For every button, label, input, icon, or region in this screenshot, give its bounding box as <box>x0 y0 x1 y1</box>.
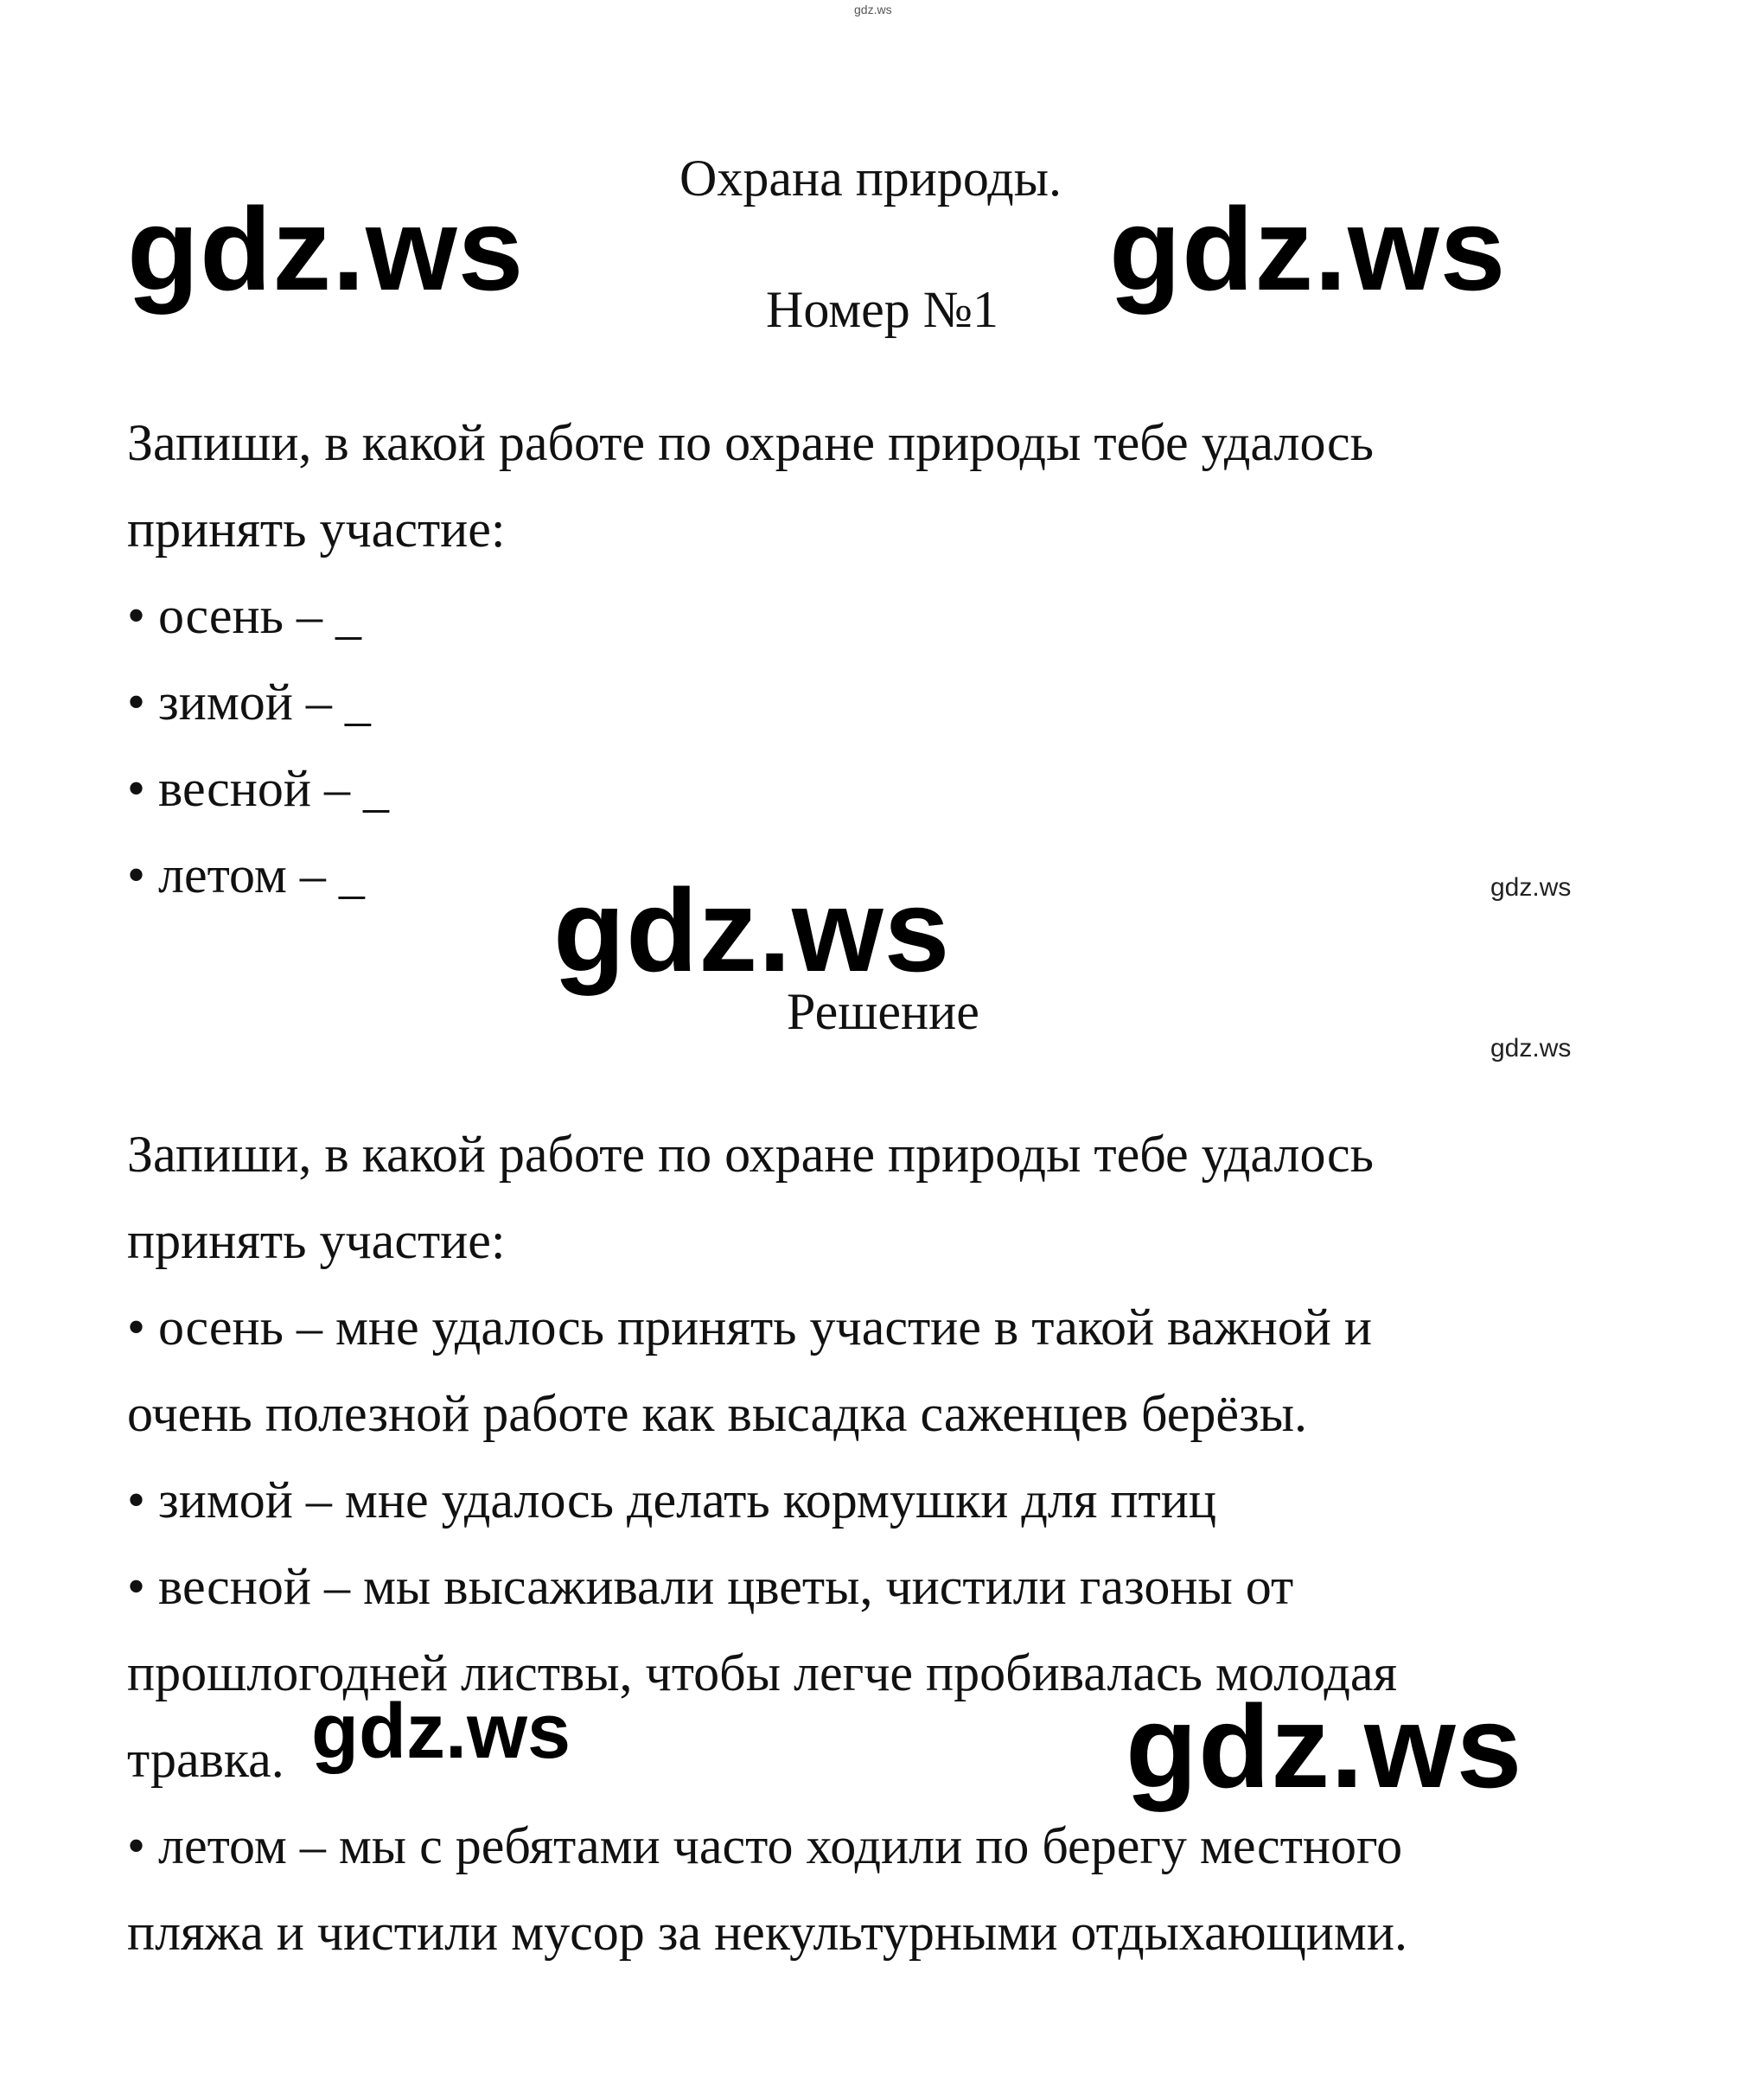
watermark-small: gdz.ws <box>1490 1034 1572 1063</box>
page-title: Охрана природы. <box>679 150 1062 207</box>
watermark-logo: gdz.ws <box>553 865 951 996</box>
solution-line: пляжа и чистили мусор за некультурными отдыхающими. <box>127 1904 1407 1961</box>
task-item-summer: • летом – _ <box>127 846 365 903</box>
solution-line: • весной – мы высаживали цветы, чистили газоны от <box>127 1558 1294 1615</box>
watermark-small: gdz.ws <box>1490 873 1572 902</box>
task-line: Запиши, в какой работе по охране природы тебе удалось <box>127 414 1374 471</box>
solution-heading: Решение <box>787 983 979 1040</box>
task-item-autumn: • осень – _ <box>127 587 361 644</box>
watermark-logo: gdz.ws <box>127 183 525 315</box>
watermark-logo: gdz.ws <box>1126 1681 1523 1812</box>
task-item-winter: • зимой – _ <box>127 673 371 731</box>
solution-line: принять участие: <box>127 1212 506 1269</box>
solution-line: • зимой – мне удалось делать кормушки для птиц <box>127 1471 1216 1529</box>
solution-line: Запиши, в какой работе по охране природы тебе удалось <box>127 1126 1374 1183</box>
task-line: принять участие: <box>127 501 506 558</box>
task-item-spring: • весной – _ <box>127 760 389 817</box>
solution-line: очень полезной работе как высадка саженцев берёзы. <box>127 1385 1308 1442</box>
solution-line: прошлогодней листвы, чтобы легче пробивалась молодая <box>127 1644 1398 1701</box>
task-number: Номер №1 <box>766 281 999 338</box>
solution-line: • осень – мне удалось принять участие в такой важной и <box>127 1299 1372 1356</box>
watermark-logo: gdz.ws <box>311 1688 571 1775</box>
solution-line: • летом – мы с ребятами часто ходили по берегу местного <box>127 1817 1403 1874</box>
watermark-top: gdz.ws <box>854 3 892 16</box>
watermark-logo: gdz.ws <box>1109 183 1507 315</box>
solution-line: травка. <box>127 1731 284 1788</box>
